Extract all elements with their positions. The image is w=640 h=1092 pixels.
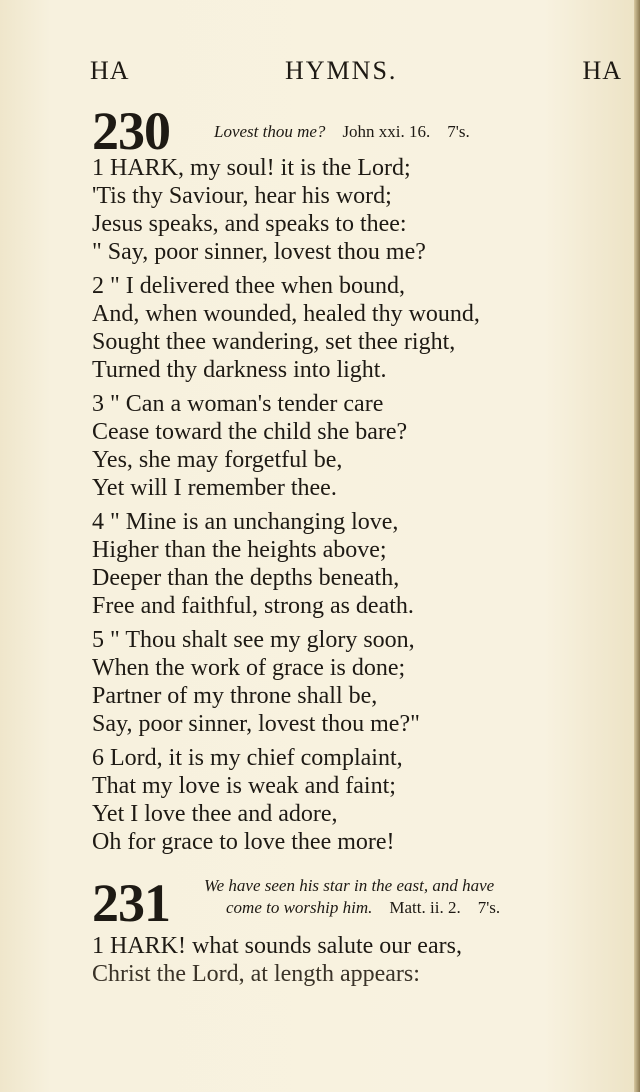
verse-line: 4 " Mine is an unchanging love, [92,509,399,535]
hymn-230-text [92,154,592,856]
hymn-231-text [92,932,592,988]
verse-line: Oh for grace to love thee more! [92,829,395,855]
verse-line: Cease toward the child she bare? [92,419,408,445]
verse-line: 6 Lord, it is my chief complaint, [92,745,403,771]
verse-line: 'Tis thy Saviour, hear his word; [92,183,392,209]
meter: 7's. [447,122,470,141]
hymn-number: 231 [92,873,170,933]
hymn-number: 230 [92,101,170,161]
verse-line: Christ the Lord, at length appears: [92,961,420,987]
verse-line: Yet I love thee and adore, [92,801,338,827]
page-edge [634,0,640,1092]
verse-line: 1 HARK! what sounds salute our ears, [92,933,462,959]
verse-line: Jesus speaks, and speaks to thee: [92,211,407,237]
verse-line: Deeper than the depths beneath, [92,565,400,591]
running-head-right: HA [582,56,622,85]
verse-line: 1 HARK, my soul! it is the Lord; [92,155,411,181]
verse-line: Turned thy darkness into light. [92,357,387,383]
running-head-title: HYMNS. [285,56,398,85]
scripture-reference: Matt. ii. 2. [389,898,461,917]
hymn-reference [214,122,470,142]
meter: 7's. [477,898,501,917]
verse-line: 5 " Thou shalt see my glory soon, [92,627,415,653]
running-head [90,56,622,86]
verse-line: And, when wounded, healed thy wound, [92,301,480,327]
verse-line: That my love is weak and faint; [92,773,396,799]
running-head-left: HA [90,56,130,85]
verse-line: Say, poor sinner, lovest thou me?" [92,711,420,737]
verse-line: Higher than the heights above; [92,537,387,563]
verse-line: Sought thee wandering, set thee right, [92,329,456,355]
scripture-reference: John xxi. 16. [342,122,431,141]
verse-line: Yes, she may forgetful be, [92,447,343,473]
hymn-title: come to worship him. [226,898,373,917]
hymn-title: Lovest thou me? [214,122,326,141]
hymn-reference [226,898,500,918]
verse-line: Yet will I remember thee. [92,475,337,501]
verse-line: Free and faithful, strong as death. [92,593,414,619]
verse-line: 3 " Can a woman's tender care [92,391,384,417]
verse-line: When the work of grace is done; [92,655,406,681]
hymn-title-line: We have seen his star in the east, and have [204,876,495,895]
verse-line: " Say, poor sinner, lovest thou me? [92,239,426,265]
verse-line: Partner of my throne shall be, [92,683,378,709]
verse-line: 2 " I delivered thee when bound, [92,273,406,299]
